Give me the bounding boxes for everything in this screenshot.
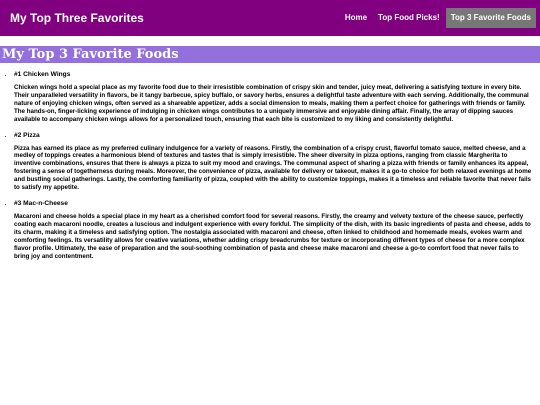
food-heading-mac-n-cheese: • #3 Mac-n-Cheese [14,199,68,207]
page-title-bar [0,46,540,63]
list-item [14,70,540,124]
nav-links [339,8,536,28]
food-list [0,70,540,260]
nav-link-top-3-favorite-foods[interactable]: Top 3 Favorite Foods [446,8,536,28]
top-navbar [0,0,540,36]
nav-link-home[interactable]: Home [344,13,368,22]
page-title: My Top 3 Favorite Foods [2,47,179,62]
nav-link-top-food-picks[interactable]: Top Food Picks! [378,13,440,22]
list-item [14,199,540,260]
food-description-pizza: Pizza has earned its place as my preferred culinary indulgence for a variety of reasons. Firstly, the combination of a crispy crust, flavorful tomato sauce, melted cheese, and a medley of toppings creates a harmonious blend of textures and tastes that is simply irresistible. The sheer diversity in pizza options, ranging from classic Margherita to inventive combinations, ensures that there is always a pizza to suit my mood and cravings. The communal aspect of sharing a pizza with friends or family enhances its appeal, fostering a sense of togetherness during meals. Moreover, the convenience of pizza, available for delivery or takeout, makes it a go-to choice for both relaxed evenings at home and bustling social gatherings. Lastly, the comforting familiarity of pizza, coupled with the ability to customize toppings, makes it a timeless and reliable favorite that never fails to satisfy my appetite. [14,144,532,192]
site-brand[interactable]: My Top Three Favorites [10,11,144,25]
food-description-chicken-wings: Chicken wings hold a special place as my favorite food due to their irresistible combination of crispy skin and tender, juicy meat, delivering a satisfying texture in every bite. Their unparalleled versatility in flavors, be it tangy barbecue, spicy buffalo, or savory herbs, ensures a delightful taste adventure with each serving. Additionally, the communal nature of enjoying chicken wings, often served as a shareable appetizer, adds a social dimension to meals, making them a perfect choice for gatherings with friends or family. The hands-on, finger-licking experience of indulging in chicken wings contributes to a uniquely immersive and enjoyable dining affair. Finally, the array of dipping sauces available to accompany chicken wings allows for a personalized touch, ensuring that each bite is customized to my liking and consistently delightful. [14,84,529,123]
food-heading-pizza: • #2 Pizza [14,131,40,139]
food-description-mac-n-cheese: Macaroni and cheese holds a special place in my heart as a cherished comfort food for several reasons. Firstly, the creamy and velvety texture of the cheese sauce, perfectly coating each macaroni noodle, creates a luscious and indulgent experience with every forkful. The simplicity of the dish, with its basic ingredients of pasta and cheese, adds to its charm, making it a timeless and satisfying option. The nostalgia associated with macaroni and cheese, often linked to childhood and homemade meals, evokes warm and comforting feelings. Its versatility allows for creative variations, whether adding crispy breadcrumbs for texture or incorporating different types of cheese for a more complex flavor profile. Ultimately, the ease of preparation and the soul-soothing combination of pasta and cheese make macaroni and cheese a go-to comfort food that never fails to bring joy and contentment. [14,212,531,260]
list-item [14,131,540,192]
food-heading-chicken-wings: • #1 Chicken Wings [14,71,71,78]
main-content [0,70,540,267]
